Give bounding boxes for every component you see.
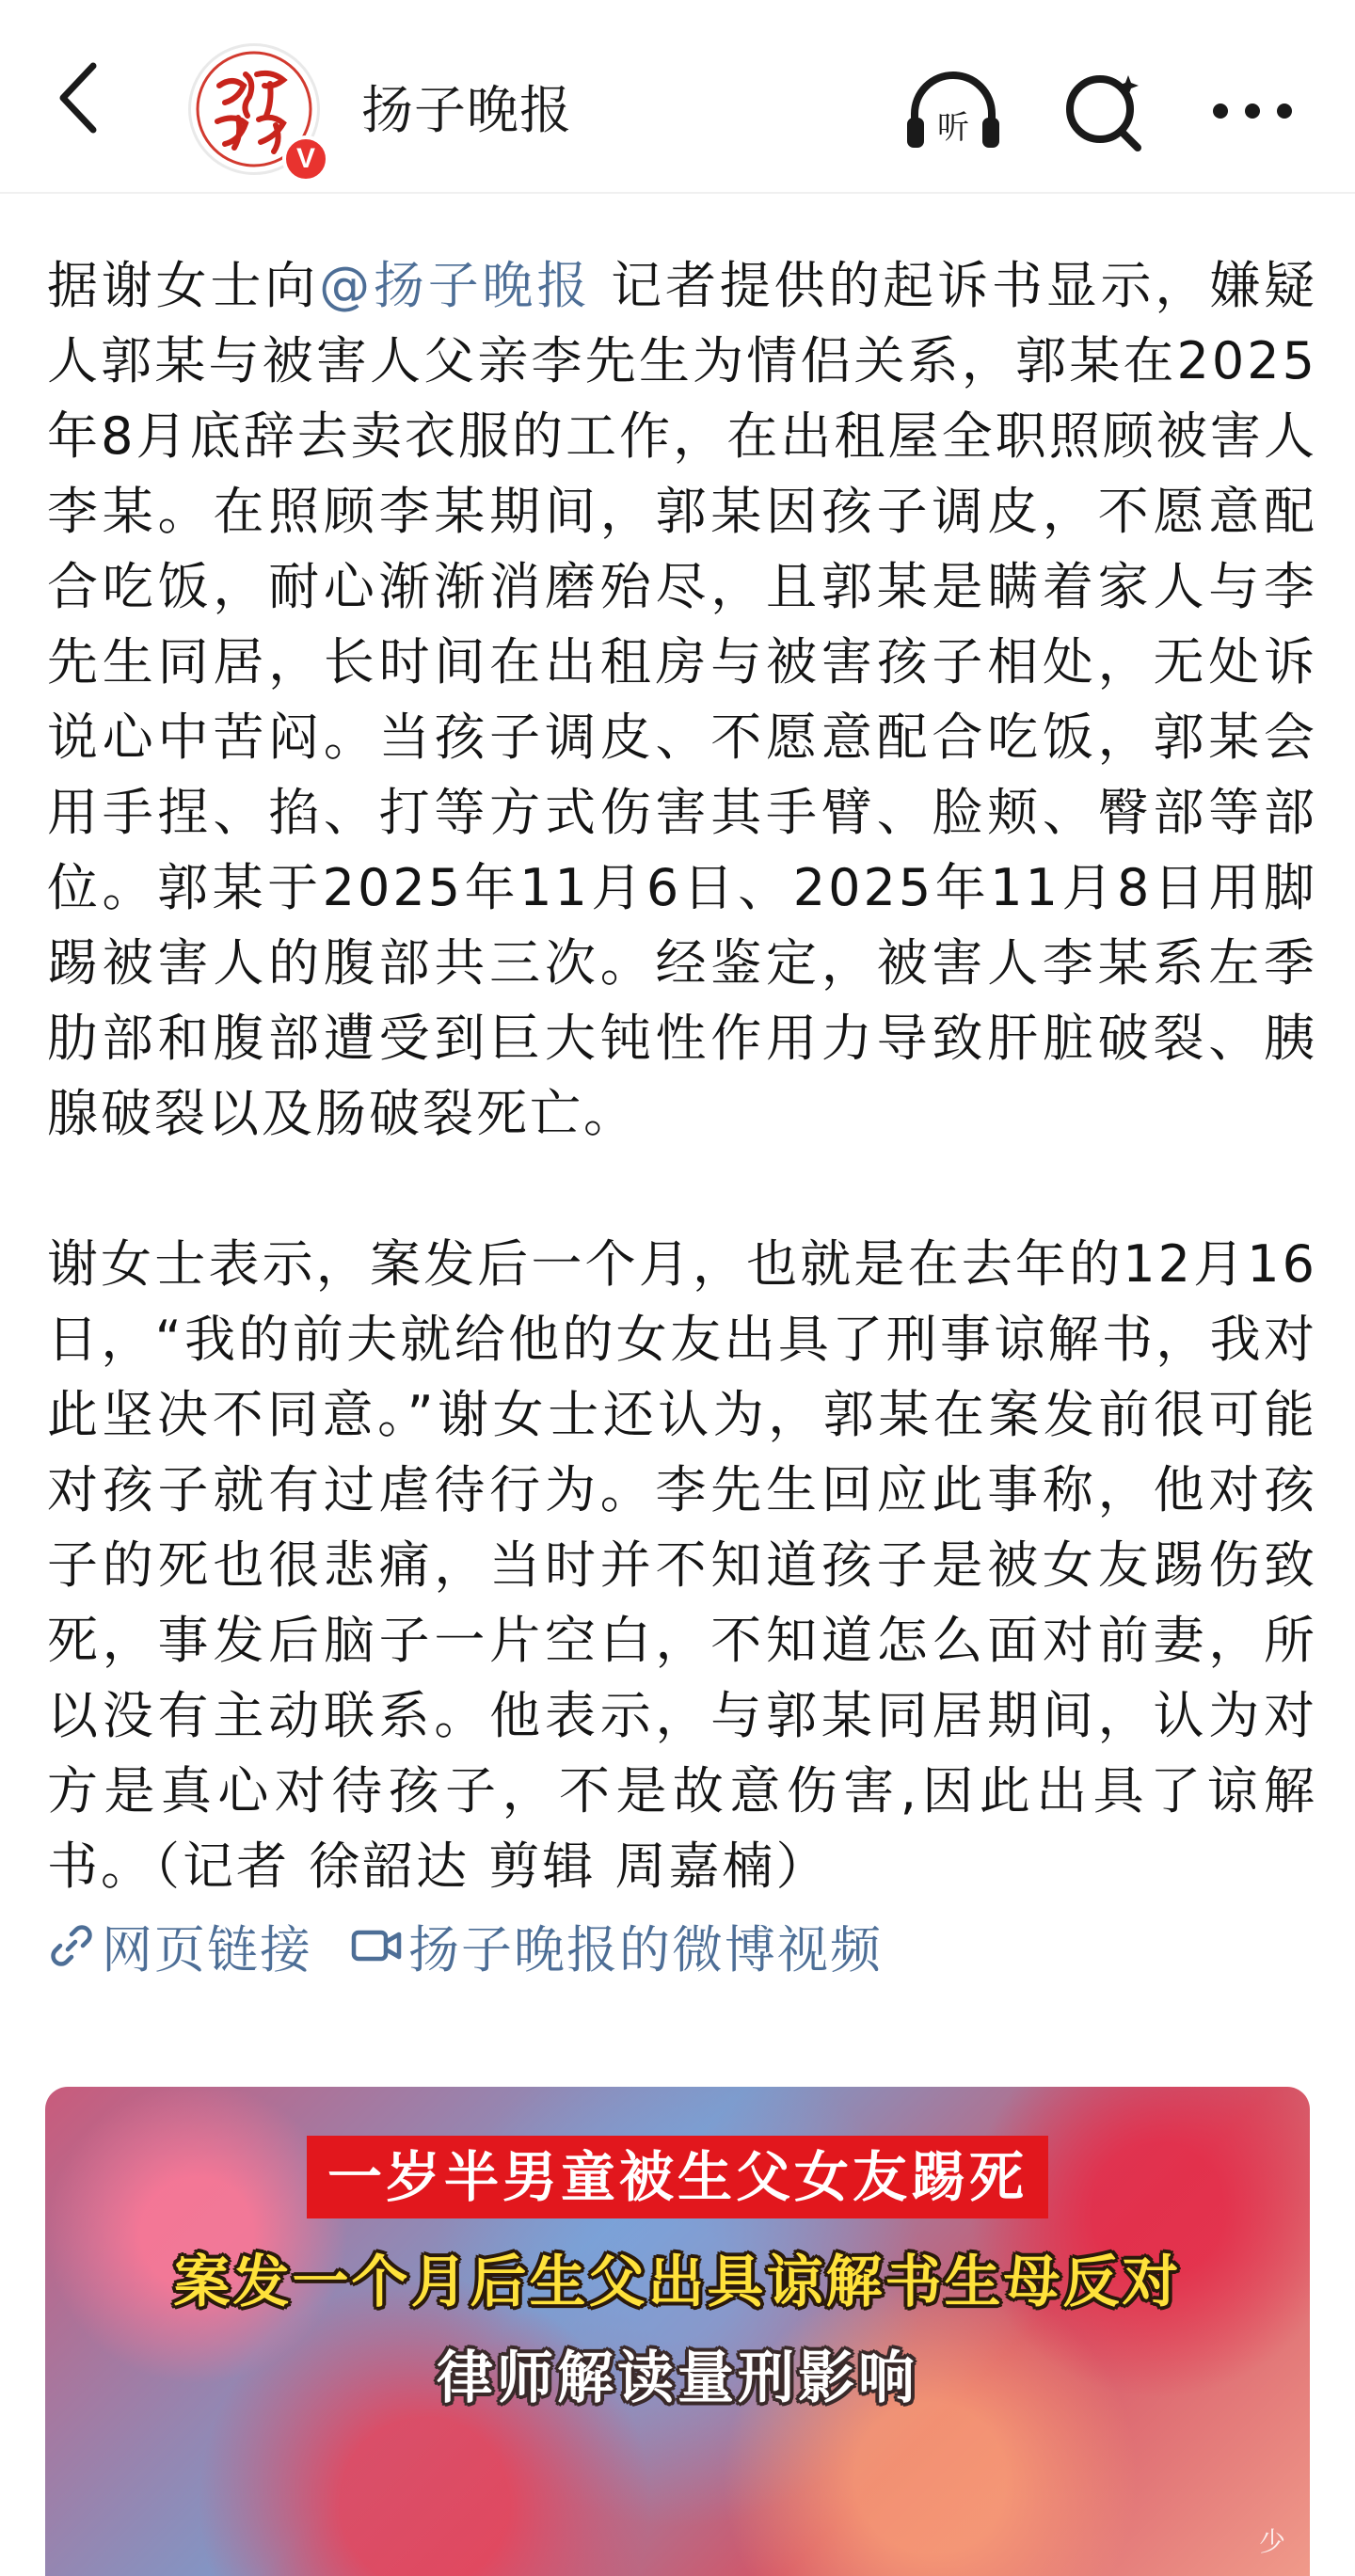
post-content	[47, 248, 1317, 1983]
top-nav-bar	[0, 0, 1355, 194]
web-link-label: 网页链接	[102, 1919, 312, 1980]
mention-link[interactable]: @扬子晚报	[319, 256, 592, 315]
video-title-line2: 案发一个月后生父出具谅解书生母反对	[173, 2250, 1182, 2315]
headphones-icon	[901, 69, 1005, 153]
post-links	[47, 1908, 1317, 1983]
listen-label: 听	[937, 109, 969, 147]
video-thumbnail[interactable]	[45, 2087, 1310, 2576]
search-icon	[1059, 66, 1149, 156]
video-title-line1: 一岁半男童被生父女友踢死	[307, 2136, 1048, 2218]
account-name[interactable]: 扬子晚报	[361, 80, 573, 140]
para1-body: 记者提供的起诉书显示，嫌疑人郭某与被害人父亲李先生为情侣关系，郭某在2025年8月底辞去卖衣服的工作，在出租屋全职照顾被害人李某。在照顾李某期间，郭某因孩子调皮，不愿意配合吃饭，耐心渐渐消磨殆尽，且郭某是瞒着家人与李先生同居，长时间在出租房与被害孩子相处，无处诉说心中苦闷。当孩子调皮、不愿意配合吃饭，郭某会用手捏、掐、打等方式伤害其手臂、脸颊、臀部等部位。郭某于2025年11月6日、2025年11月8日用脚踢被害人的腹部共三次。经鉴定，被害人李某系左季肋部和腹部遭受到巨大钝性作用力导致肝脏破裂、胰腺破裂以及肠破裂死亡。	[47, 256, 1317, 1143]
verified-badge: V	[282, 135, 329, 183]
video-watermark: 少	[1258, 2526, 1285, 2557]
account-avatar[interactable]	[188, 43, 326, 181]
back-button[interactable]	[41, 60, 117, 135]
video-link-label: 扬子晚报的微博视频	[408, 1919, 883, 1980]
video-link[interactable]	[350, 1910, 883, 1982]
chevron-left-icon	[56, 60, 103, 135]
more-dots-icon	[1207, 97, 1298, 125]
para1-lead: 据谢女士向	[47, 256, 320, 315]
link-icon	[47, 1921, 96, 1970]
article-paragraph-1	[47, 248, 1317, 1152]
video-camera-icon	[350, 1921, 403, 1970]
video-headline	[45, 2136, 1310, 2218]
video-title-line3: 律师解读量刑影响	[437, 2345, 918, 2411]
article-paragraph-2: 谢女士表示，案发后一个月，也就是在去年的12月16日，“我的前夫就给他的女友出具了刑事谅解书，我对此坚决不同意。”谢女士还认为，郭某在案发前很可能对孩子就有过虐待行为。李先生回应此事称，他对孩子的死也很悲痛，当时并不知道孩子是被女友踢伤致死，事发后脑子一片空白，不知道怎么面对前妻，所以没有主动联系。他表示，与郭某同居期间，认为对方是真心对待孩子，不是故意伤害,因此出具了谅解书。（记者 徐韶达 剪辑 周嘉楠）	[47, 1234, 1317, 1896]
more-options-button[interactable]	[1201, 64, 1304, 158]
web-link[interactable]	[47, 1910, 312, 1982]
listen-button[interactable]	[901, 64, 1005, 158]
search-button[interactable]	[1052, 64, 1156, 158]
